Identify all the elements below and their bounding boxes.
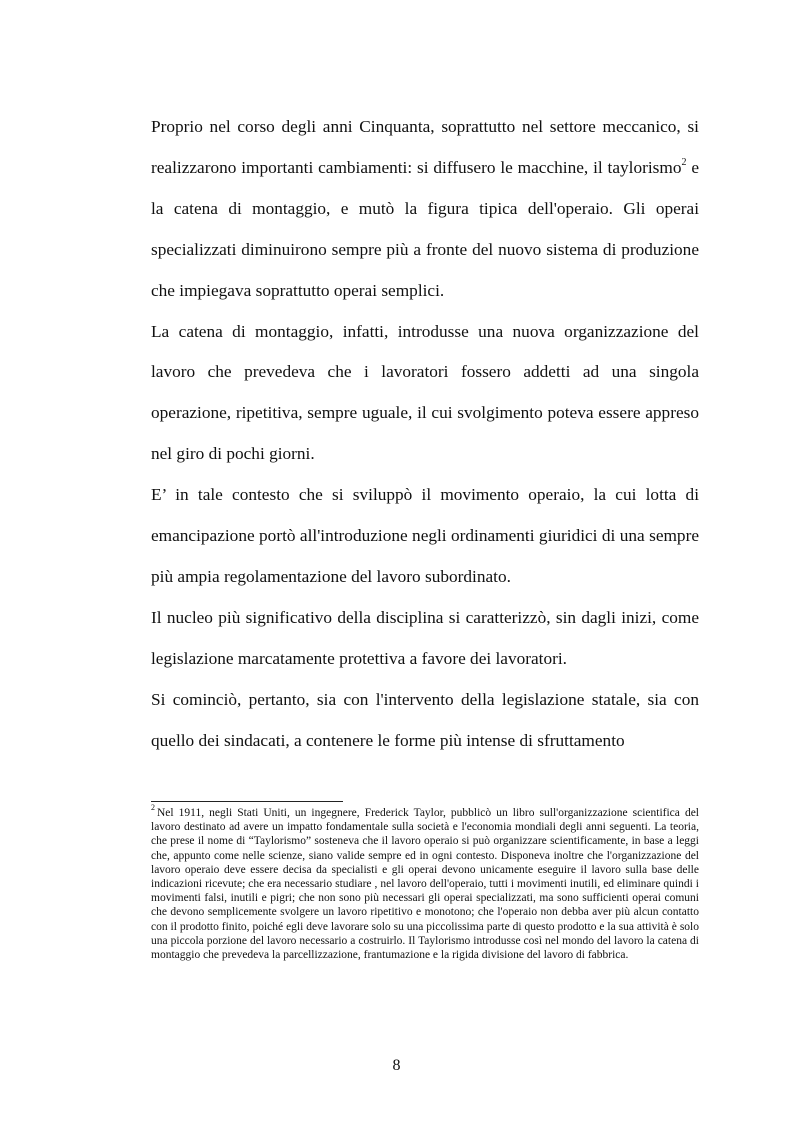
footnote-text: Nel 1911, negli Stati Uniti, un ingegnere, Frederick Taylor, pubblicò un libro sull'organizzazione scientifica del lavoro destinato ad avere un impatto fondamentale sulla società e l'economia mondiali degli anni seguenti. La teoria, che prese il nome di “Taylorismo” sosteneva che il lavoro operaio si può organizzare scientificamente, in base a leggi che, appunto come nelle scienze, siano valide sempre ed in ogni contesto. Disponeva inoltre che l'organizzazione del lavoro operaio deve essere decisa da specialisti e gli operai devono unicamente eseguire il lavoro sulla base delle indicazioni ricevute; che era necessario studiare , nel lavoro dell'operaio, tutti i movimenti inutili, ed eliminare quindi i movimenti falsi, inutili e pigri; che non sono più necessari gli operai specializzati, ma sono sufficienti operai comuni che devono semplicemente svolgere un lavoro ripetitivo e monotono; che l'operaio non debba aver più alcun contatto con il prodotto finito, poiché egli deve lavorare solo su una piccolissima parte di questo prodotto e la sua attività è solo una piccola porzione del lavoro necessario a costruirlo. Il Taylorismo introdusse così nel mondo del lavoro la catena di montaggio che prevedeva la parcellizzazione, frantumazione e la rigida divisione del lavoro di fabbrica. bbox=[151, 807, 699, 962]
paragraph-1-text-a: Proprio nel corso degli anni Cinquanta, soprattutto nel settore meccanico, si realizzarono importanti cambiamenti: si diffusero le macchine, il taylorismo bbox=[151, 117, 699, 177]
footnote-reference[interactable]: 2 bbox=[681, 157, 687, 169]
paragraph-4: Il nucleo più significativo della disciplina si caratterizzò, sin dagli inizi, come legislazione marcatamente protettiva a favore dei lavoratori. bbox=[151, 607, 699, 668]
footnote-marker: 2 bbox=[151, 803, 155, 813]
footnote-separator bbox=[151, 801, 343, 802]
paragraph-2: La catena di montaggio, infatti, introdusse una nuova organizzazione del lavoro che prevedeva che i lavoratori fossero addetti ad una singola operazione, ripetitiva, sempre uguale, il cui svolgimento poteva essere appreso nel giro di pochi giorni. bbox=[151, 321, 699, 464]
body-text bbox=[151, 107, 699, 762]
paragraph-3: E’ in tale contesto che si sviluppò il movimento operaio, la cui lotta di emancipazione portò all'introduzione negli ordinamenti giuridici di una sempre più ampia regolamentazione del lavoro subordinato. bbox=[151, 485, 699, 586]
paragraph-1-text-b: e la catena di montaggio, e mutò la figura tipica dell'operaio. Gli operai specializzati diminuirono sempre più a fronte del nuovo sistema di produzione che impiegava soprattutto operai semplici. bbox=[151, 157, 700, 300]
paragraph-1 bbox=[151, 107, 699, 312]
paragraph-5: Si cominciò, pertanto, sia con l'intervento della legislazione statale, sia con quello dei sindacati, a contenere le forme più intense di sfruttamento bbox=[151, 689, 699, 750]
page-number: 8 bbox=[392, 1057, 401, 1074]
footnote bbox=[151, 803, 699, 962]
